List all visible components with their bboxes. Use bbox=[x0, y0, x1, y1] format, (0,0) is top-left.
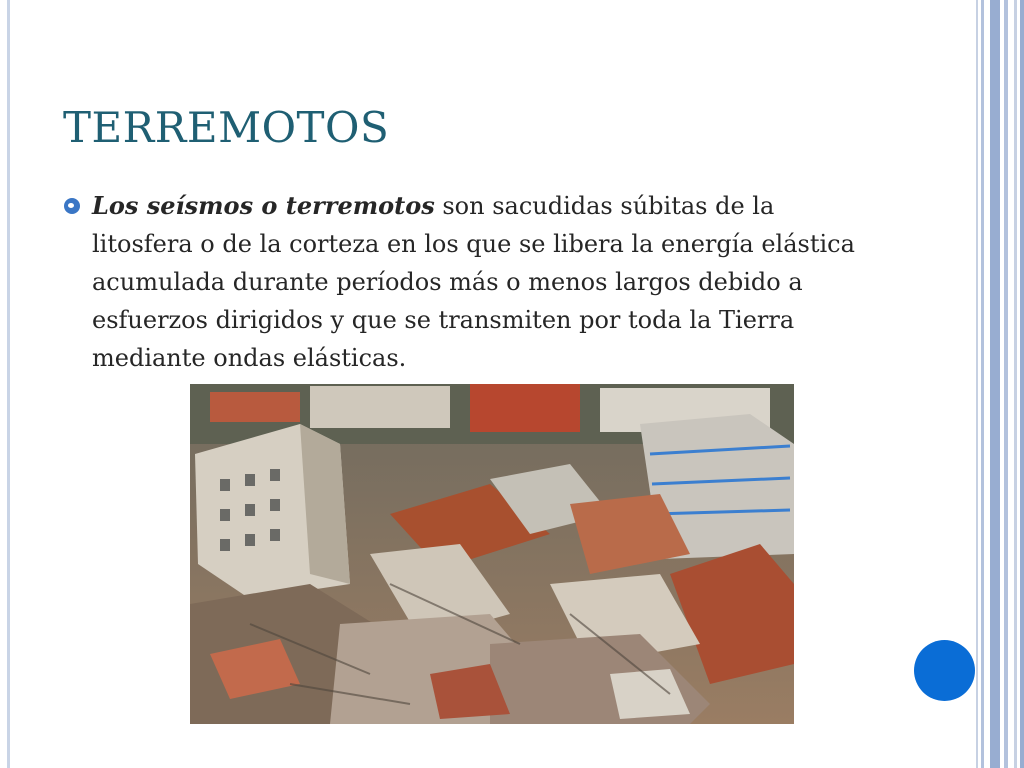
bullet-lead-text: Los seísmos o terremotos bbox=[92, 191, 435, 220]
earthquake-photo-illustration bbox=[190, 384, 794, 724]
earthquake-photo bbox=[190, 384, 794, 724]
left-border-line bbox=[7, 0, 10, 768]
blue-circle-icon[interactable] bbox=[914, 640, 975, 701]
circle-bullet-icon bbox=[64, 198, 80, 214]
right-border-stripes bbox=[976, 0, 1024, 768]
slide-title: TERREMOTOS bbox=[63, 103, 390, 152]
bullet-body-text: son sacudidas súbitas de la litosfera o de la corteza en los que se libera la energía elástica acumulada durante períodos más o menos largos debido a esfuerzos dirigidos y que se transmiten por toda la Tierra mediante ondas elásticas. bbox=[92, 192, 855, 372]
bullet-paragraph bbox=[92, 187, 867, 377]
